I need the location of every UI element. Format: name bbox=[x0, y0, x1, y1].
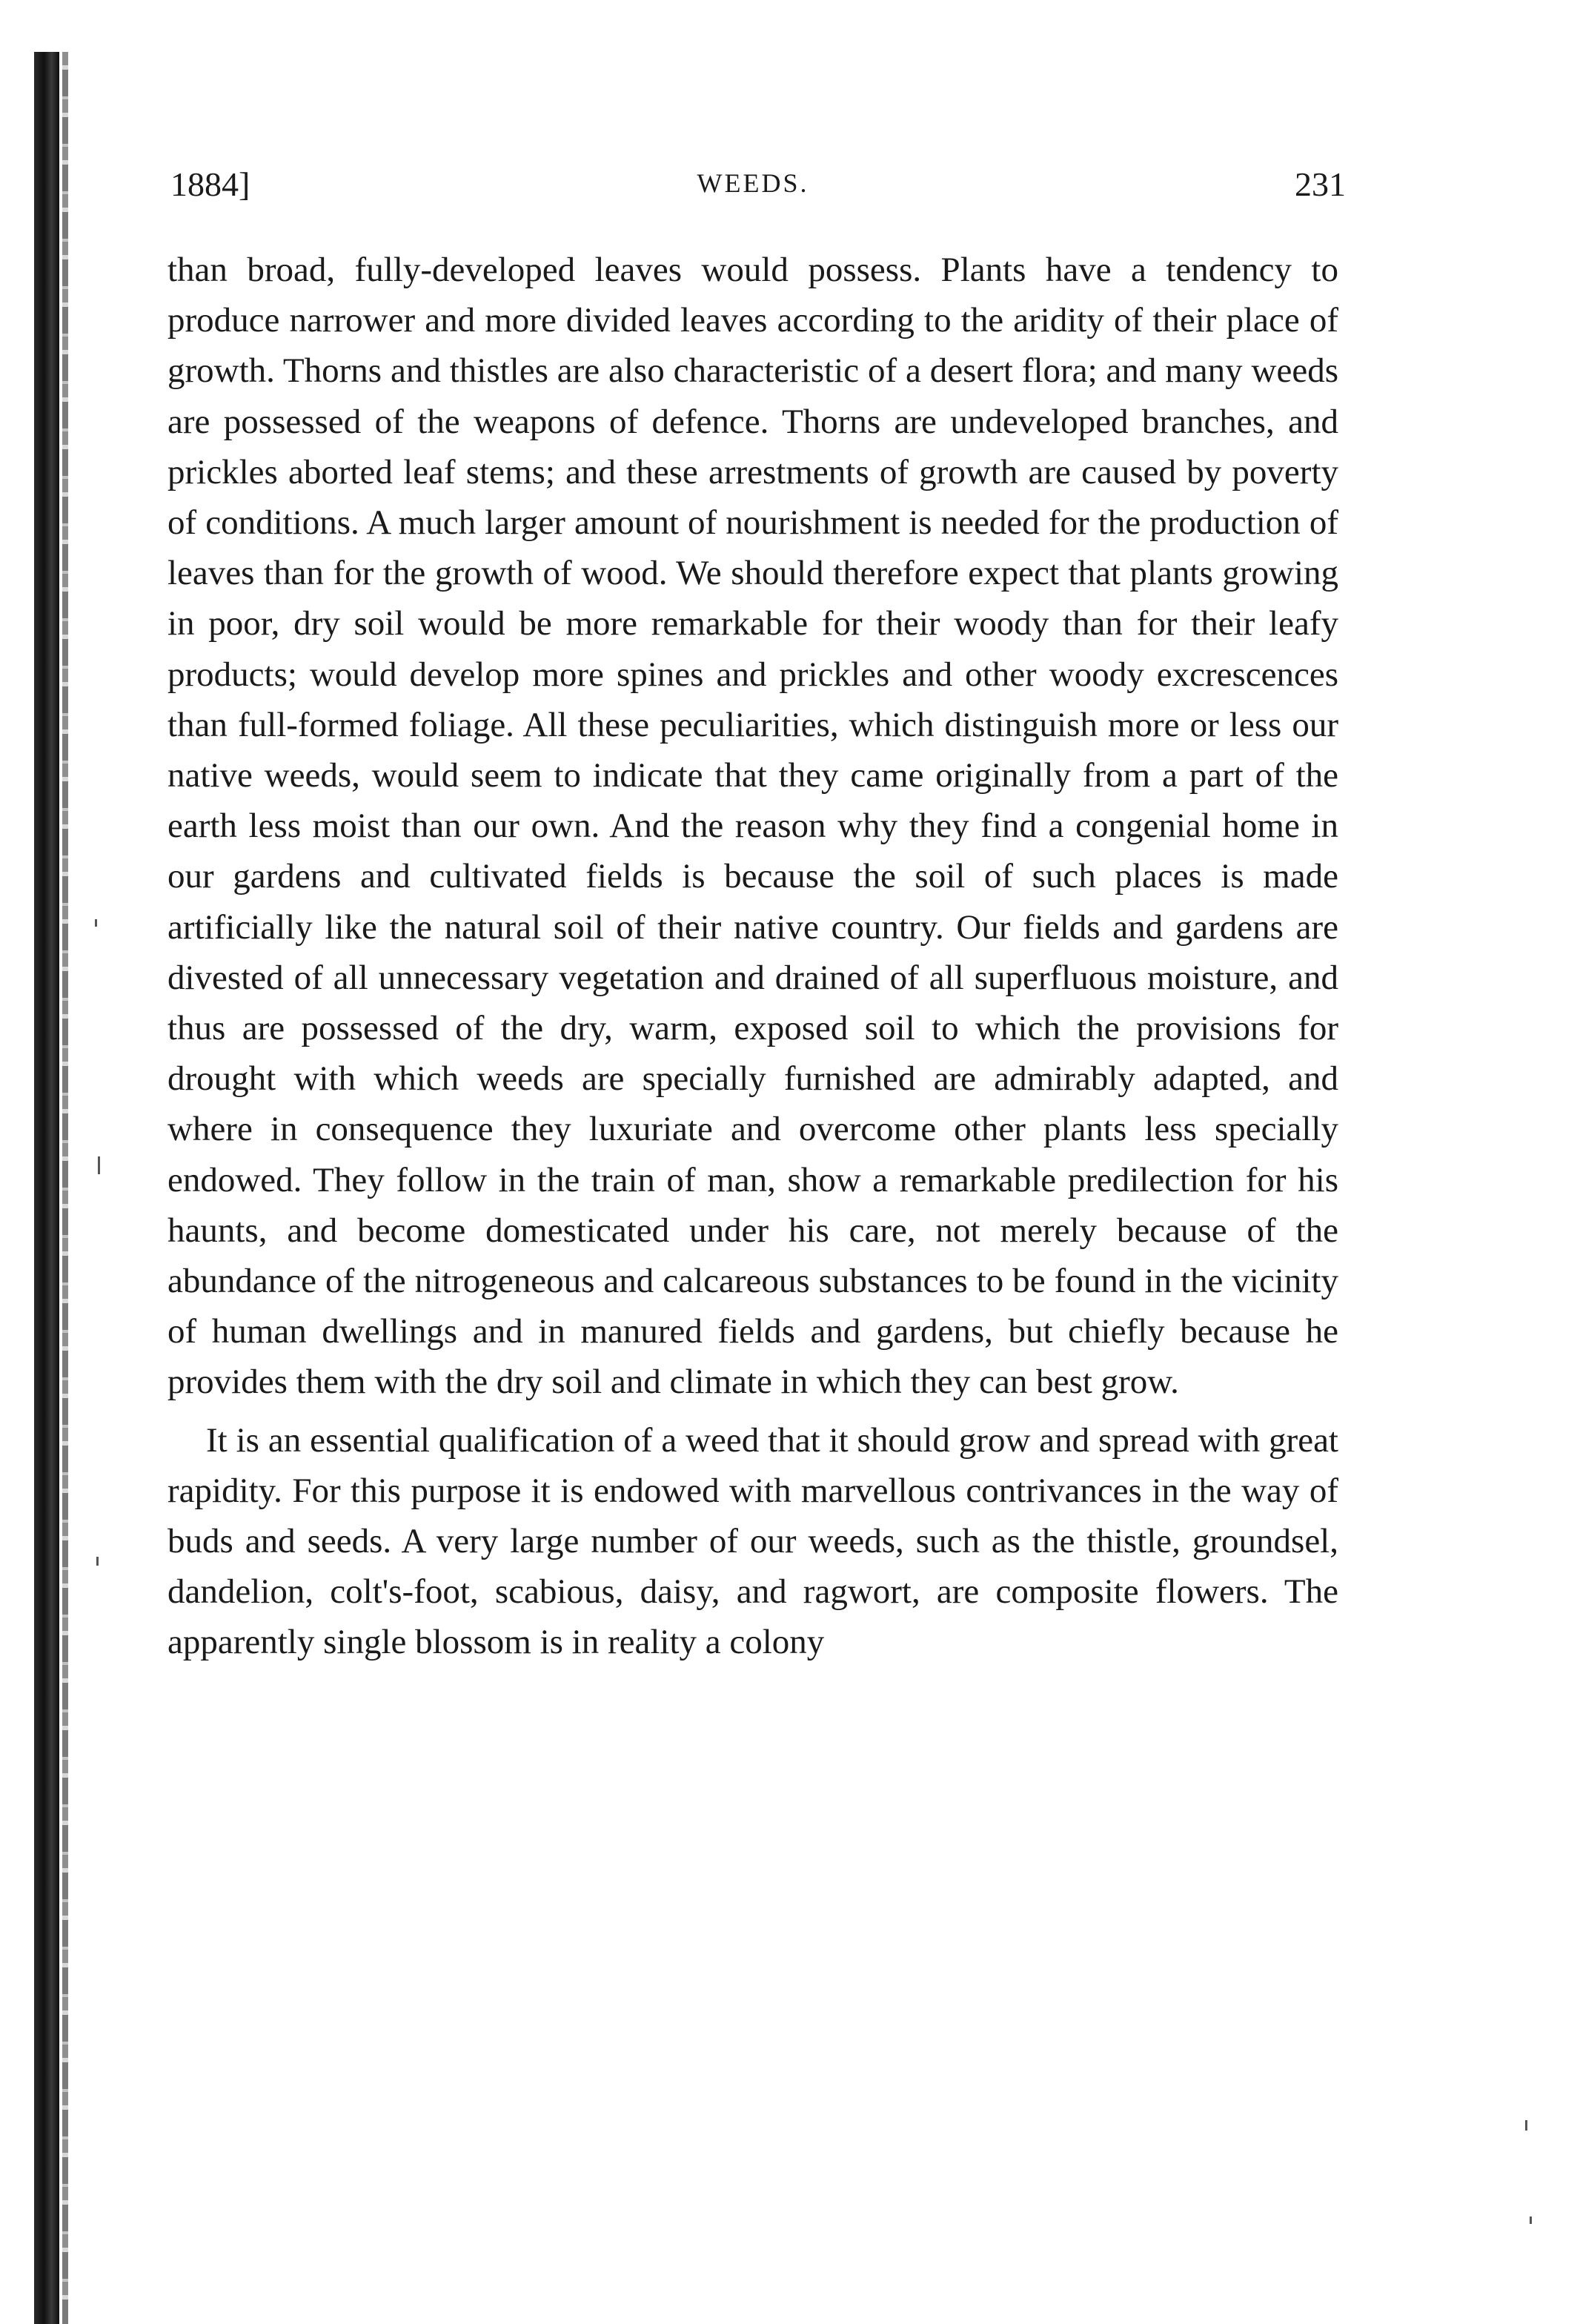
margin-speck bbox=[96, 1557, 99, 1566]
paragraph-2: It is an essential qualification of a weed that it should grow and spread with great rapidity. For this purpose it is endowed with marvellous contrivances in the way of buds and seeds. A very large number of our weeds, such as the thistle, groundsel, dandelion, colt's-foot, scabious, daisy, and ragwort, are composite flowers. The apparently single blossom is in reality a colony bbox=[167, 1420, 1338, 1662]
running-head-year: 1884] bbox=[170, 165, 250, 203]
paragraph-1: than broad, fully-developed leaves would possess. Plants have a tendency to produce narrower and more divided leaves according to the aridity of their place of growth. Thorns and thistles are also characteristic of a desert flora; and many weeds are possessed of the weapons of defence. Thorns are undeveloped branches, and prickles aborted leaf stems; and these arrestments of growth are caused by poverty of conditions. A much larger amount of nourishment is needed for the production of leaves than for the growth of wood. We should therefore expect that plants growing in poor, dry soil would be more remarkable for their woody than for their leafy products; would develop more spines and prickles and other woody excrescences than full-formed foliage. All these peculiarities, which distinguish more or less our native weeds, would seem to indicate that they came originally from a part of the earth less moist than our own. And the reason why they find a congenial home in our gardens and cultivated fields is because the soil of such places is made artificially like the natural soil of their native country. Our fields and gardens are divested of all unnecessary vegetation and drained of all superfluous moisture, and thus are possessed of the dry, warm, exposed soil to which the provisions for drought with which weeds are specially furnished are admirably adapted, and where in consequence they luxuriate and overcome other plants less specially endowed. They follow in the train of man, show a remarkable predilection for his haunts, and become domesticated under his care, not merely because of the abundance of the nitrogeneous and calcareous substances to be found in the vicinity of human dwellings and in manured fields and gardens, but chiefly because he provides them with the dry soil and climate in which they can best grow. bbox=[167, 251, 1338, 1402]
page-number: 231 bbox=[1295, 165, 1346, 203]
margin-speck bbox=[98, 1156, 100, 1174]
running-head-title: WEEDS. bbox=[697, 168, 809, 198]
body-text bbox=[167, 245, 1338, 1668]
margin-speck bbox=[95, 919, 97, 927]
margin-speck bbox=[1530, 2217, 1532, 2224]
book-binding-shadow bbox=[62, 52, 68, 2324]
margin-speck bbox=[1525, 2120, 1527, 2131]
book-binding-edge bbox=[34, 52, 59, 2324]
running-head bbox=[167, 165, 1346, 209]
